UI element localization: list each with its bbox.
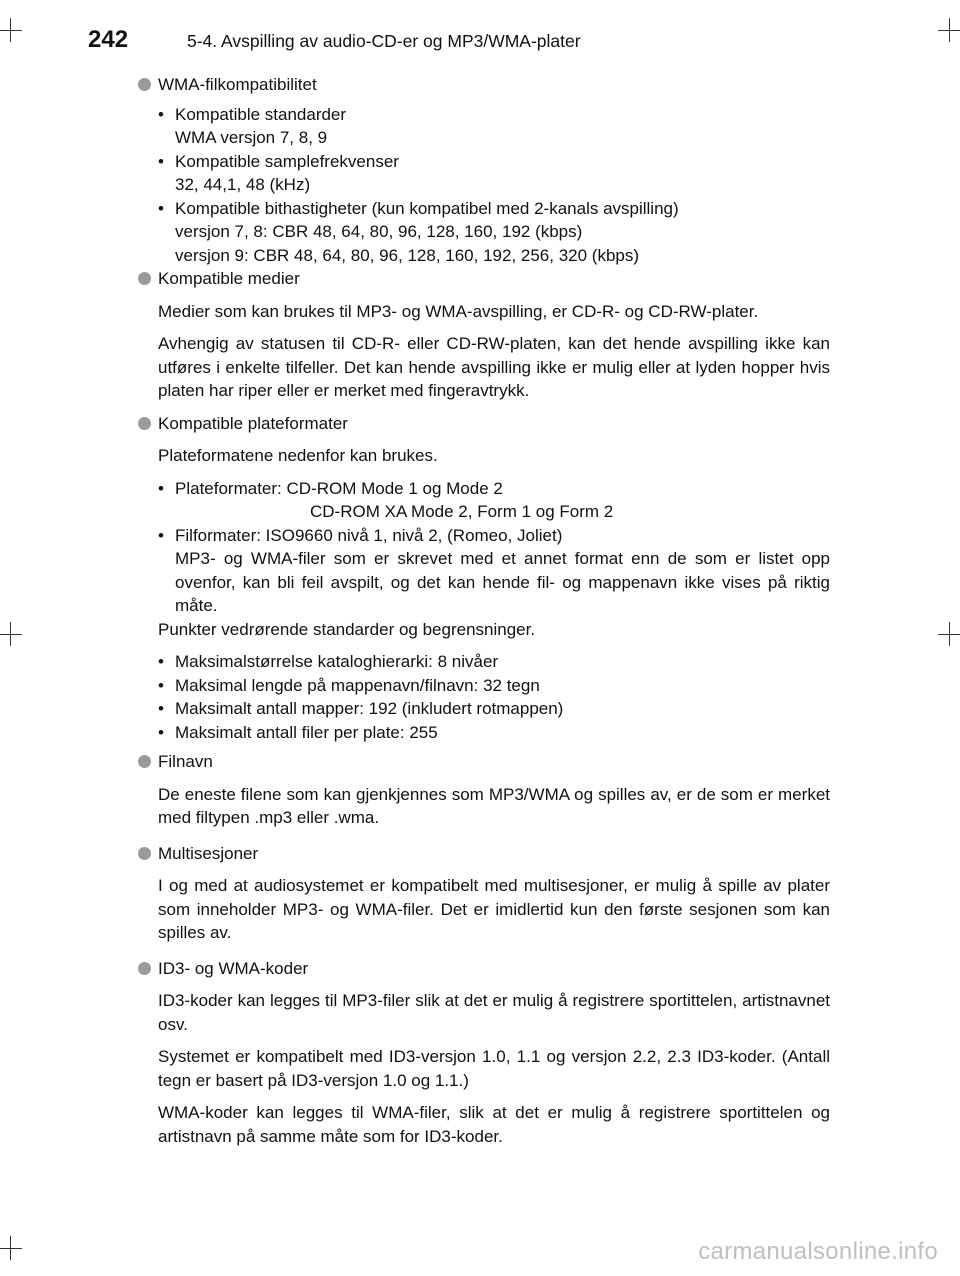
- bullet-dot-icon: [138, 78, 151, 91]
- paragraph: Avhengig av statusen til CD-R- eller CD-RW-platen, kan det hende avspilling ikke kan utføres i enkelte tilfeller. Det kan hende avspilling ikke er mulig eller at lyden hopper hvis platen har riper eller er merket med fingeravtrykk.: [158, 334, 830, 400]
- paragraph: ID3-koder kan legges til MP3-filer slik at det er mulig å registrere sportittelen, artistnavnet osv.: [158, 991, 830, 1034]
- section-heading-media: Kompatible medier: [132, 267, 830, 291]
- list-item: • Kompatible bithastigheter (kun kompatibel med 2-kanals avspilling) versjon 7, 8: CBR 48, 64, 80, 96, 128, 160, 192 (kbps) versjon 9: CBR 48, 64, 80, 96, 128, 160, 192, 256, 320 (kbps): [158, 198, 679, 265]
- paragraph: Plateformatene nedenfor kan brukes.: [158, 446, 438, 465]
- list-item: • Kompatible standarder WMA versjon 7, 8, 9: [158, 104, 347, 147]
- list-item: • Plateformater: CD-ROM Mode 1 og Mode 2 CD-ROM XA Mode 2, Form 1 og Form 2: [158, 478, 614, 521]
- section-heading-filenames: Filnavn: [132, 750, 830, 774]
- list-item: • Maksimalt antall mapper: 192 (inkludert rotmappen): [158, 699, 564, 718]
- paragraph: De eneste filene som kan gjenkjennes som MP3/WMA og spilles av, er de som er merket med filtypen .mp3 eller .wma.: [158, 784, 830, 827]
- paragraph: I og med at audiosystemet er kompatibelt med multisesjoner, er mulig å spille av plater som inneholder MP3- og WMA-filer. Det er imidlertid kun den første sesjonen som kan spilles av.: [158, 876, 830, 942]
- bullet-dot-icon: [138, 755, 151, 768]
- list-item: • Maksimalstørrelse kataloghierarki: 8 nivåer: [158, 652, 499, 671]
- list-item: • Filformater: ISO9660 nivå 1, nivå 2, (Romeo, Joliet) MP3- og WMA-filer som er skrevet med et annet format enn de som er listet opp ovenfor, kan bli feil avspilt, og det kan hende fil- og mappenavn ikke vises på riktig måte.: [158, 525, 830, 615]
- bullet-dot-icon: [138, 417, 151, 430]
- bullet-dot-icon: [138, 962, 151, 975]
- paragraph: Systemet er kompatibelt med ID3-versjon 1.0, 1.1 og versjon 2.2, 2.3 ID3-koder. (Antall tegn er basert på ID3-versjon 1.0 og 1.1.): [158, 1047, 830, 1090]
- format-list: [132, 477, 830, 618]
- list-item: • Kompatible samplefrekvenser 32, 44,1, 48 (kHz): [158, 151, 399, 194]
- section-heading-tags: ID3- og WMA-koder: [132, 957, 830, 981]
- chapter-title: 5-4. Avspilling av audio-CD-er og MP3/WMA-plater: [187, 31, 581, 51]
- site-watermark: carmanualsonline.info: [698, 1238, 938, 1265]
- section-heading-wma: WMA-filkompatibilitet: [132, 73, 830, 97]
- wma-compat-list: [132, 103, 830, 268]
- main-content: [132, 73, 830, 1148]
- list-item: • Maksimalt antall filer per plate: 255: [158, 722, 438, 742]
- section-heading-formats: Kompatible plateformater: [132, 412, 830, 436]
- list-item: • Maksimal lengde på mappenavn/filnavn: 32 tegn: [158, 675, 540, 695]
- bullet-dot-icon: [138, 847, 151, 860]
- paragraph: Punkter vedrørende standarder og begrensninger.: [158, 619, 536, 639]
- paragraph: WMA-koder kan legges til WMA-filer, slik at det er mulig å registrere sportittelen og artistnavn på samme måte som for ID3-koder.: [158, 1103, 830, 1146]
- bullet-dot-icon: [138, 272, 151, 285]
- limits-list: [132, 650, 830, 744]
- section-heading-multisession: Multisesjoner: [132, 842, 830, 866]
- paragraph: Medier som kan brukes til MP3- og WMA-avspilling, er CD-R- og CD-RW-plater.: [158, 301, 759, 321]
- page-number: 242: [88, 26, 129, 53]
